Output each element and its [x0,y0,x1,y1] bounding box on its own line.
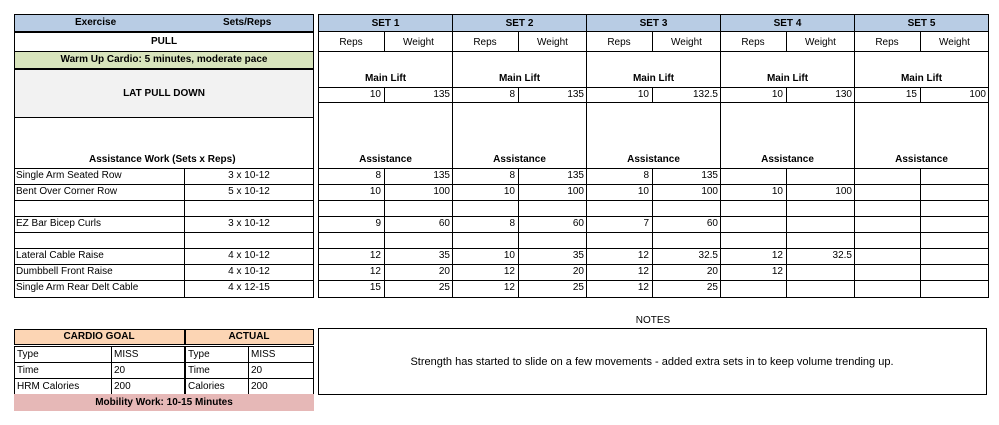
mobility-row [14,394,314,411]
row-divider [452,232,587,233]
set-title: SET 2 [505,17,534,29]
assist-reps-value: 12 [637,250,649,261]
assist-reps-value: 8 [509,170,515,181]
set-title: SET 5 [907,17,936,29]
sets-reps-header-label: Sets/Reps [223,17,272,28]
main-reps-value: 15 [905,89,917,100]
row-divider [586,168,721,169]
row-divider [586,232,721,233]
main-weight-value: 132.5 [692,89,718,100]
main-weight-value: 135 [567,89,584,100]
row-divider [14,200,314,201]
main-line-bottom [586,102,721,103]
weight-label: Weight [671,37,702,48]
row-divider [854,232,989,233]
cardio-goal-value: MISS [114,349,139,360]
cardio-actual-value: 200 [251,381,268,392]
main-weight-value: 100 [969,89,986,100]
assistance-label: Assistance [493,154,546,165]
cardio-actual-key: Type [188,349,210,360]
row-divider [720,168,855,169]
assist-reps-value: 15 [369,282,381,293]
main-line-bottom [854,102,989,103]
assist-reps-value: 10 [637,186,649,197]
assist-reps-value: 12 [503,266,515,277]
cardio-goal-title: CARDIO GOAL [63,331,135,342]
main-weight-value: 135 [433,89,450,100]
row-divider [586,248,721,249]
assist-reps-value: 7 [643,218,649,229]
main-line-bottom [452,102,587,103]
cardio-goal-row [14,362,185,379]
assistance-work-label: Assistance Work (Sets x Reps) [89,154,236,165]
assist-reps-value: 10 [369,186,381,197]
row-divider [14,184,314,185]
cardio-divider [248,378,249,395]
cardio-actual-header [185,329,314,345]
assist-reps-value: 12 [503,282,515,293]
header-line [586,51,721,52]
row-divider [452,200,587,201]
reps-label: Reps [473,37,497,48]
row-divider [586,200,721,201]
header-divider [920,32,921,51]
reps-label: Reps [607,37,631,48]
row-divider [586,216,721,217]
assistance-label: Assistance [627,154,680,165]
row-divider [720,232,855,233]
main-line-bottom [318,102,453,103]
main-weight-value: 130 [835,89,852,100]
column-divider [184,168,185,298]
assist-weight-value: 100 [835,186,852,197]
cardio-goal-row [14,346,185,363]
cardio-actual-key: Calories [188,381,225,392]
row-divider [586,280,721,281]
assist-weight-value: 135 [567,170,584,181]
set-header [452,14,587,32]
exercise-name: EZ Bar Bicep Curls [16,218,102,229]
assist-weight-value: 135 [433,170,450,181]
header-divider [518,32,519,51]
assist-divider [920,168,921,298]
assist-weight-value: 20 [438,266,450,277]
main-line-top [586,87,721,88]
row-divider [318,280,453,281]
weight-label: Weight [939,37,970,48]
mobility-label: Mobility Work: 10-15 Minutes [95,397,233,408]
row-divider [318,248,453,249]
assistance-label: Assistance [761,154,814,165]
main-lift-row [14,69,314,118]
main-reps-value: 10 [369,89,381,100]
assist-weight-value: 100 [433,186,450,197]
notes-title: NOTES [635,315,671,326]
exercise-header [14,14,314,32]
assist-weight-value: 35 [572,250,584,261]
row-divider [854,216,989,217]
cardio-actual-key: Time [188,365,210,376]
row-divider [452,280,587,281]
assist-weight-value: 20 [572,266,584,277]
assist-weight-value: 100 [701,186,718,197]
row-divider [452,168,587,169]
row-divider [14,232,314,233]
assist-reps-value: 9 [375,218,381,229]
assist-reps-value: 12 [637,282,649,293]
cardio-goal-key: HRM Calories [17,381,80,392]
reps-label: Reps [339,37,363,48]
set-title: SET 3 [639,17,668,29]
row-divider [452,184,587,185]
header-line [720,51,855,52]
assist-weight-value: 32.5 [698,250,718,261]
cardio-divider [111,378,112,395]
cardio-divider [111,362,112,379]
header-line [318,51,453,52]
set-title: SET 4 [773,17,802,29]
row-divider [318,216,453,217]
row-divider [854,200,989,201]
exercise-name: Lateral Cable Raise [16,250,104,261]
row-divider [854,280,989,281]
cardio-goal-key: Type [17,349,39,360]
main-line-top [854,87,989,88]
assist-weight-value: 25 [706,282,718,293]
assist-weight-value: 135 [701,170,718,181]
exercise-sets-reps: 4 x 12-15 [228,282,270,293]
exercise-name: Single Arm Seated Row [16,170,122,181]
main-reps-value: 10 [771,89,783,100]
exercise-name: Single Arm Rear Delt Cable [16,282,139,293]
assist-reps-value: 8 [375,170,381,181]
set-title: SET 1 [371,17,400,29]
cardio-actual-title: ACTUAL [228,331,270,342]
row-divider [14,216,314,217]
assist-weight-value: 25 [572,282,584,293]
cardio-goal-value: 20 [114,365,126,376]
row-divider [318,264,453,265]
header-divider [652,32,653,51]
assist-reps-value: 10 [771,186,783,197]
exercise-sets-reps: 4 x 10-12 [228,250,270,261]
row-divider [452,264,587,265]
assist-weight-value: 35 [438,250,450,261]
exercise-sets-reps: 3 x 10-12 [228,170,270,181]
row-divider [586,184,721,185]
reps-label: Reps [875,37,899,48]
exercise-sets-reps: 3 x 10-12 [228,218,270,229]
assist-reps-value: 8 [509,218,515,229]
row-divider [720,184,855,185]
header-line [854,51,989,52]
notes-text: Strength has started to slide on a few movements - added extra sets in to keep volume trending up. [410,356,894,368]
cardio-divider [248,362,249,379]
cardio-divider [111,346,112,363]
exercise-name: Dumbbell Front Raise [16,266,113,277]
main-lift-label: Main Lift [498,73,541,84]
assist-weight-value: 60 [438,218,450,229]
row-divider [586,264,721,265]
warmup-row [14,51,314,69]
notes-box [318,328,987,395]
row-divider [14,280,314,281]
row-divider [452,216,587,217]
assist-reps-value: 12 [771,266,783,277]
main-lift-label: Main Lift [632,73,675,84]
main-line-bottom [720,102,855,103]
main-reps-value: 8 [509,89,515,100]
exercise-sets-reps: 5 x 10-12 [228,186,270,197]
cardio-actual-value: 20 [251,365,263,376]
row-divider [452,248,587,249]
row-divider [318,168,453,169]
row-divider [318,200,453,201]
row-divider [854,184,989,185]
exercise-name: Bent Over Corner Row [16,186,118,197]
cardio-goal-value: 200 [114,381,131,392]
assist-reps-value: 12 [369,250,381,261]
exercise-sets-reps: 4 x 10-12 [228,266,270,277]
cardio-actual-value: MISS [251,349,276,360]
assist-reps-value: 12 [369,266,381,277]
exercise-header-label: Exercise [75,17,117,28]
main-lift-name: LAT PULL DOWN [123,88,205,99]
pull-label: PULL [150,36,178,47]
assistance-label: Assistance [359,154,412,165]
row-divider [14,168,314,169]
row-divider [720,248,855,249]
set-header [854,14,989,32]
main-reps-value: 10 [637,89,649,100]
assist-weight-value: 20 [706,266,718,277]
set-header [318,14,453,32]
row-divider [14,264,314,265]
row-divider [854,168,989,169]
set-header [586,14,721,32]
main-lift-label: Main Lift [766,73,809,84]
row-divider [318,232,453,233]
main-lift-label: Main Lift [900,73,943,84]
header-divider [384,32,385,51]
assist-reps-value: 10 [503,250,515,261]
assist-weight-value: 60 [572,218,584,229]
weight-label: Weight [537,37,568,48]
weight-label: Weight [403,37,434,48]
main-line-top [452,87,587,88]
main-line-top [318,87,453,88]
row-divider [720,200,855,201]
row-divider [854,248,989,249]
assistance-label: Assistance [895,154,948,165]
main-lift-label: Main Lift [364,73,407,84]
header-divider [786,32,787,51]
assist-reps-value: 12 [637,266,649,277]
warmup-label: Warm Up Cardio: 5 minutes, moderate pace [60,54,268,65]
row-divider [720,216,855,217]
assist-weight-value: 25 [438,282,450,293]
assist-weight-value: 60 [706,218,718,229]
assist-reps-value: 12 [771,250,783,261]
set-header [720,14,855,32]
assist-reps-value: 8 [643,170,649,181]
header-line [452,51,587,52]
assist-weight-value: 32.5 [832,250,852,261]
row-divider [720,280,855,281]
row-divider [854,264,989,265]
main-line-top [720,87,855,88]
row-divider [318,184,453,185]
cardio-goal-key: Time [17,365,39,376]
row-divider [720,264,855,265]
row-divider [14,248,314,249]
assist-weight-value: 100 [567,186,584,197]
reps-label: Reps [741,37,765,48]
assist-reps-value: 10 [503,186,515,197]
weight-label: Weight [805,37,836,48]
cardio-goal-header [14,329,185,345]
cardio-divider [248,346,249,363]
